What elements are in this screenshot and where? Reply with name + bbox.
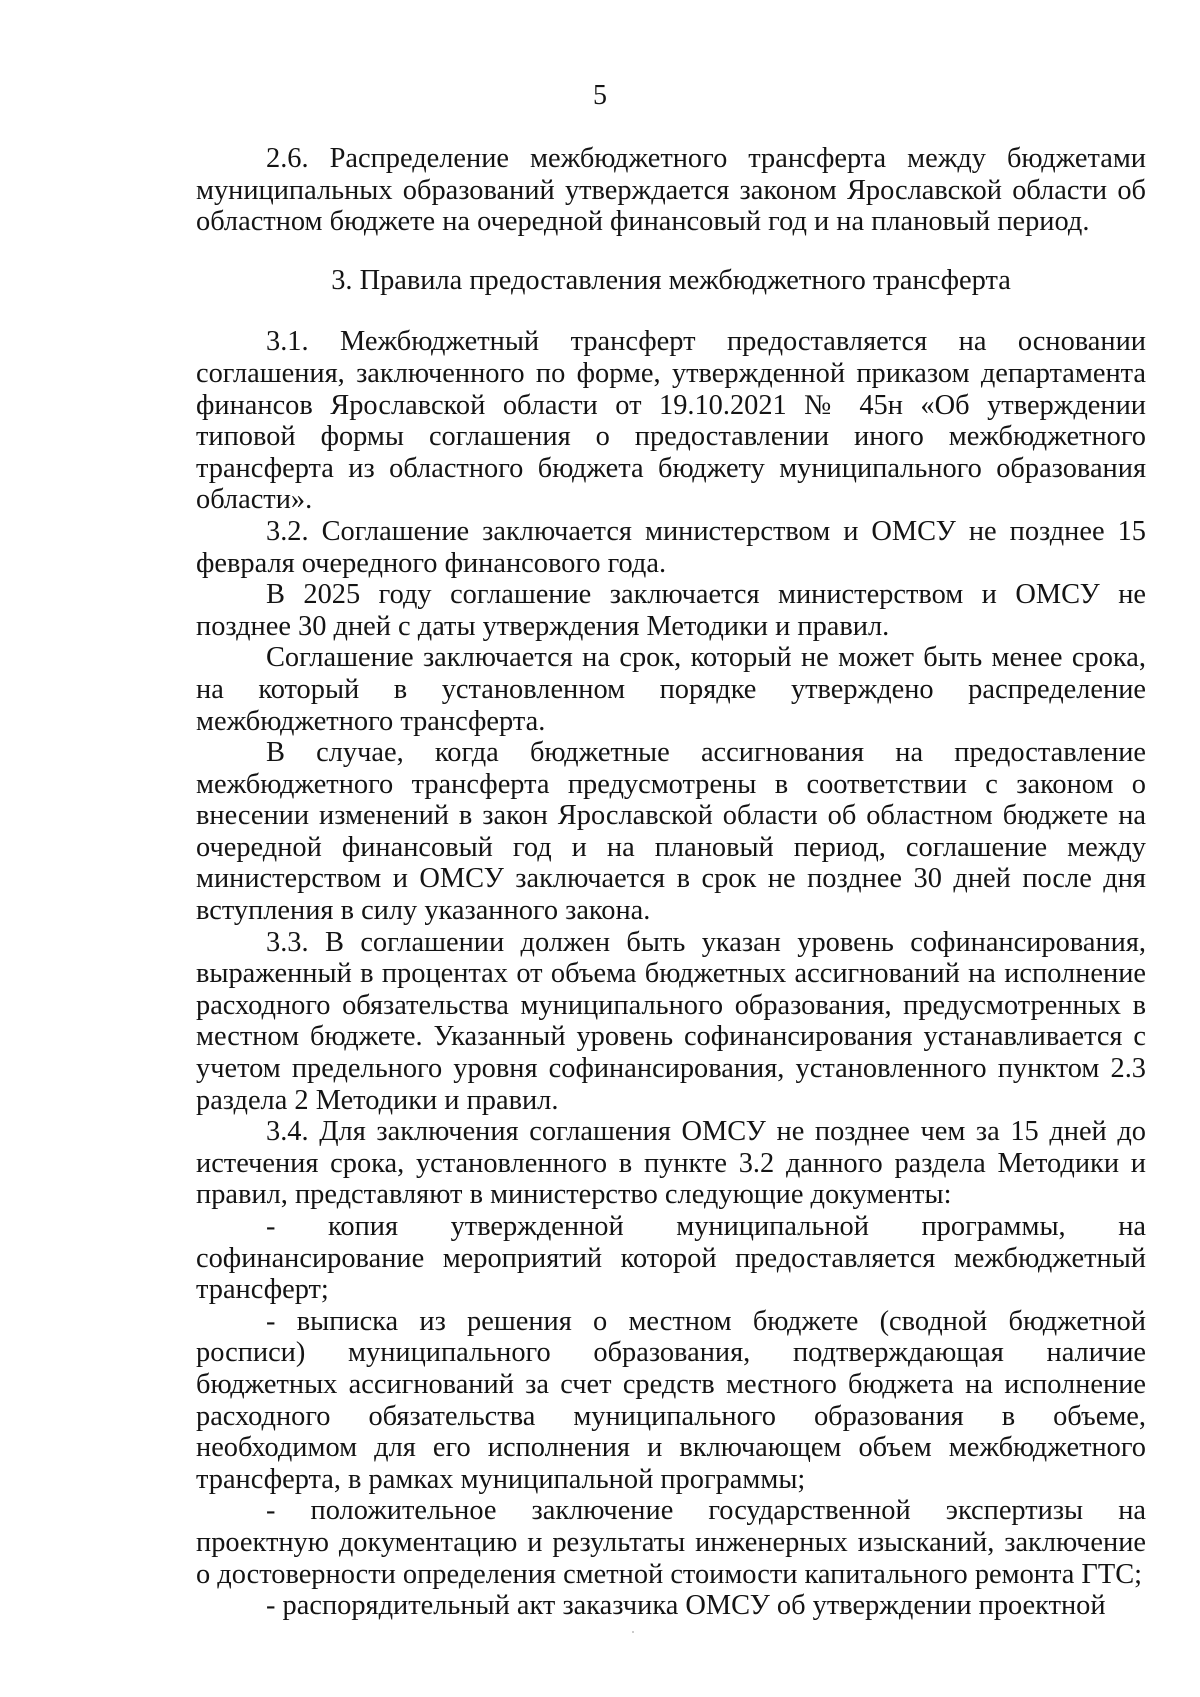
paragraph-budget-amendment: В случае, когда бюджетные ассигнования на предоставление межбюджетного трансферта предусмотрены в соответствии с законом о внесении изменений в закон Ярославской области об областном бюджете на очередной финансовый год и на плановый период, соглашение между министерством и ОМСУ заключается в срок не позднее 30 дней после дня вступления в силу указанного закона. (196, 737, 1146, 927)
section-heading: 3. Правила предоставления межбюджетного трансферта (331, 264, 1011, 296)
paragraph-3-4: 3.4. Для заключения соглашения ОМСУ не позднее чем за 15 дней до истечения срока, установленного в пункте 3.2 данного раздела Методики и правил, представляют в министерство следующие документы: (196, 1116, 1146, 1211)
list-item-budget-extract: - выписка из решения о местном бюджете (сводной бюджетной росписи) муниципального образования, подтверждающая наличие бюджетных ассигнований за счет средств местного бюджета на исполнение расходного обязательства муниципального образования в объеме, необходимом для его исполнения и включающем объем межбюджетного трансферта, в рамках муниципальной программы; (196, 1305, 1146, 1495)
paragraph-agreement-term: Соглашение заключается на срок, который не может быть менее срока, на который в установленном порядке утверждено распределение межбюджетного трансферта. (196, 642, 1146, 737)
paragraph-3-3: 3.3. В соглашении должен быть указан уровень софинансирования, выраженный в процентах от объема бюджетных ассигнований на исполнение расходного обязательства муниципального образования, предусмотренных в местном бюджете. Указанный уровень софинансирования устанавливается с учетом предельного уровня софинансирования, установленного пунктом 2.3 раздела 2 Методики и правил. (196, 926, 1146, 1116)
scan-speck (632, 1631, 634, 1633)
paragraph-2025-agreement: В 2025 году соглашение заключается министерством и ОМСУ не позднее 30 дней с даты утверждения Методики и правил. (196, 579, 1146, 642)
document-body (196, 143, 1146, 1622)
list-item-customer-act: - распорядительный акт заказчика ОМСУ об утверждении проектной (266, 1590, 1106, 1622)
page-number: 5 (593, 80, 607, 111)
paragraph-2-6: 2.6. Распределение межбюджетного трансферта между бюджетами муниципальных образований утверждается законом Ярославской области об областном бюджете на очередной финансовый год и на плановый период. (196, 143, 1146, 238)
paragraph-3-1: 3.1. Межбюджетный трансферт предоставляется на основании соглашения, заключенного по форме, утвержденной приказом департамента финансов Ярославской области от 19.10.2021 № 45н «Об утверждении типовой формы соглашения о предоставлении иного межбюджетного трансферта из областного бюджета бюджету муниципального образования области». (196, 326, 1146, 516)
list-item-expertise-conclusion: - положительное заключение государственной экспертизы на проектную документацию и результаты инженерных изысканий, заключение о достоверности определения сметной стоимости капитального ремонта ГТС; (196, 1495, 1146, 1590)
list-item-program-copy: - копия утвержденной муниципальной программы, на софинансирование мероприятий которой предоставляется межбюджетный трансферт; (196, 1211, 1146, 1306)
paragraph-3-2: 3.2. Соглашение заключается министерством и ОМСУ не позднее 15 февраля очередного финансового года. (196, 515, 1146, 579)
